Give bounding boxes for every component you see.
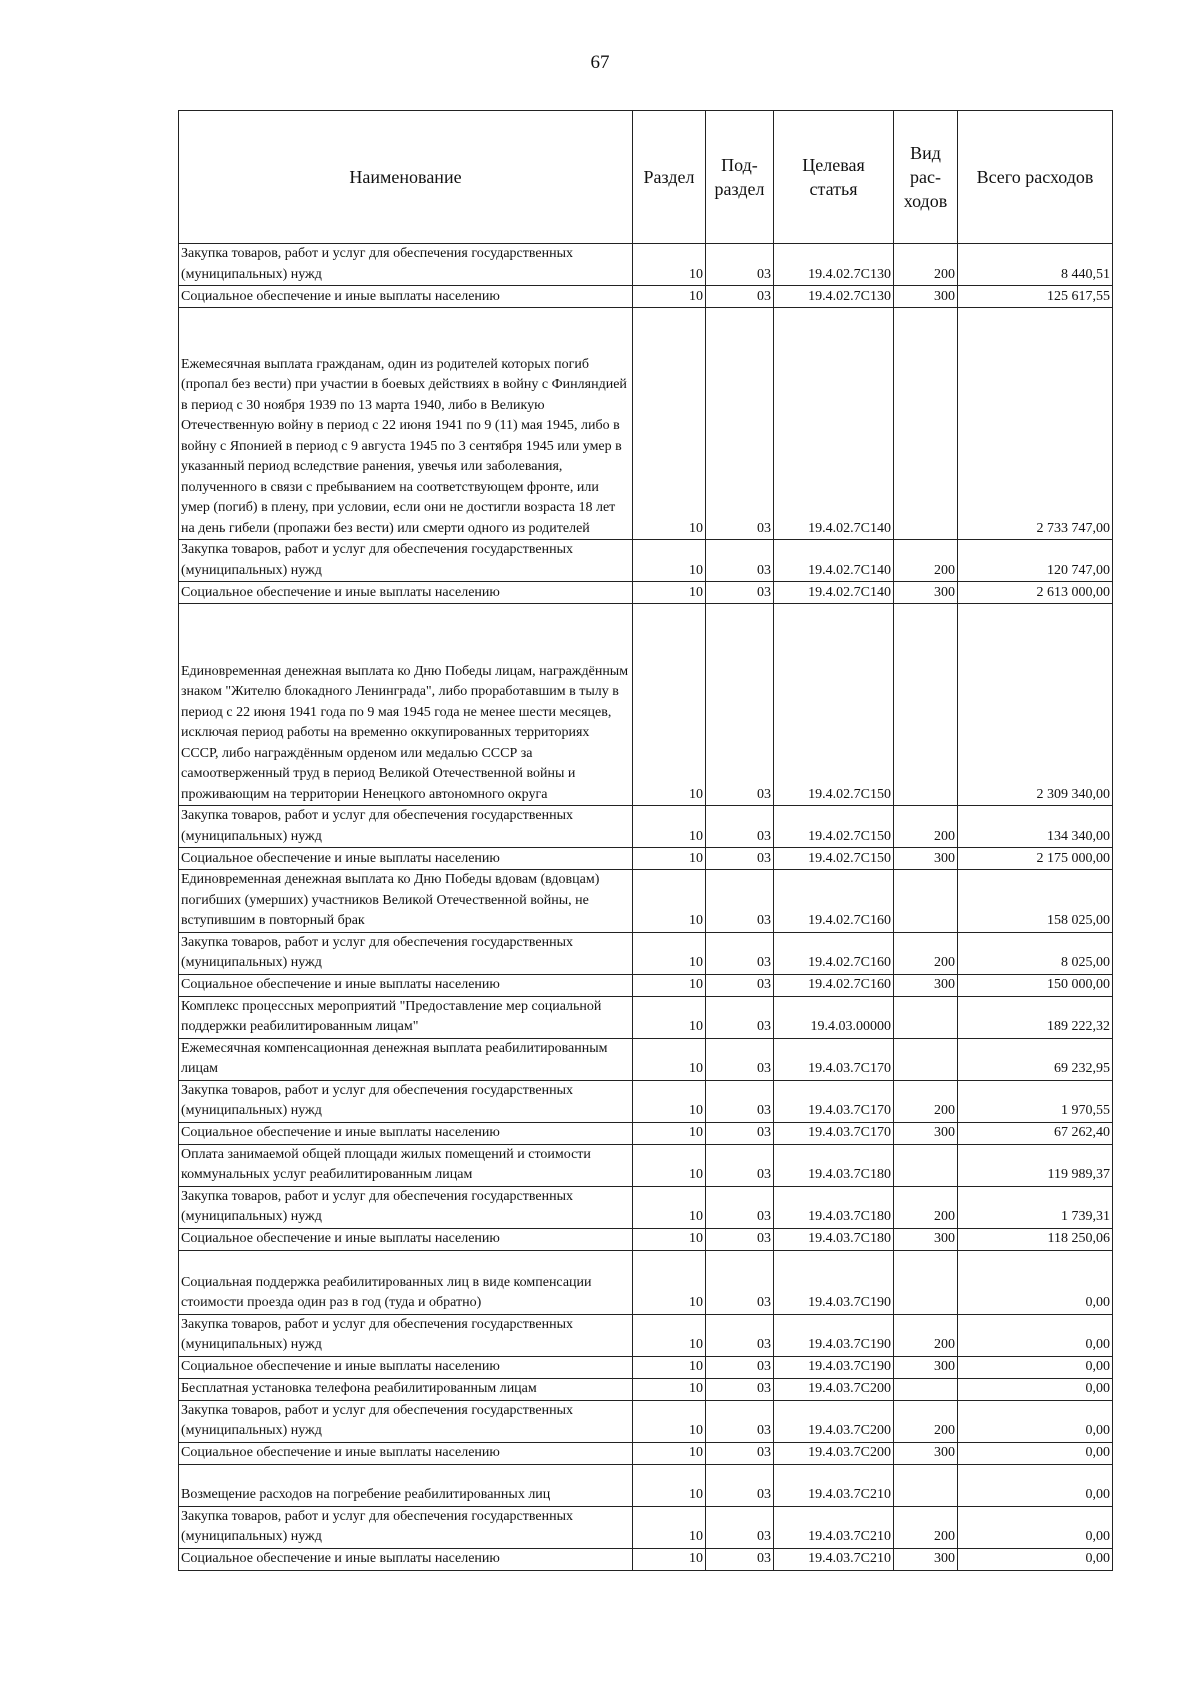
row-celevaya-statya: 19.4.02.7C160 [774, 870, 894, 933]
row-podrazdel: 03 [706, 1250, 774, 1314]
row-celevaya-statya: 19.4.03.7C190 [774, 1250, 894, 1314]
header-celevaya-statya: Целевая статья [774, 111, 894, 244]
row-razdel: 10 [633, 1228, 706, 1250]
table-row [179, 1228, 1113, 1250]
row-razdel: 10 [633, 1144, 706, 1186]
row-total: 2 733 747,00 [958, 308, 1113, 540]
row-total: 119 989,37 [958, 1144, 1113, 1186]
table-row [179, 974, 1113, 996]
row-vid-rashodov: 200 [894, 1080, 958, 1122]
row-celevaya-statya: 19.4.02.7C140 [774, 540, 894, 582]
row-total: 69 232,95 [958, 1038, 1113, 1080]
row-vid-rashodov [894, 1378, 958, 1400]
row-razdel: 10 [633, 806, 706, 848]
row-razdel: 10 [633, 1038, 706, 1080]
row-name: Социальное обеспечение и иные выплаты населению [179, 848, 633, 870]
row-celevaya-statya: 19.4.03.7C210 [774, 1464, 894, 1506]
table-row [179, 932, 1113, 974]
row-name: Комплекс процессных мероприятий "Предоставление мер социальной поддержки реабилитированным лицам" [179, 996, 633, 1038]
row-vid-rashodov: 300 [894, 1356, 958, 1378]
row-razdel: 10 [633, 1250, 706, 1314]
row-name: Социальное обеспечение и иные выплаты населению [179, 1356, 633, 1378]
row-podrazdel: 03 [706, 974, 774, 996]
row-total: 0,00 [958, 1356, 1113, 1378]
table-header-row [179, 111, 1113, 244]
row-podrazdel: 03 [706, 1506, 774, 1548]
row-celevaya-statya: 19.4.02.7C130 [774, 286, 894, 308]
row-name: Закупка товаров, работ и услуг для обеспечения государственных (муниципальных) нужд [179, 806, 633, 848]
header-total: Всего расходов [958, 111, 1113, 244]
row-vid-rashodov [894, 1464, 958, 1506]
row-podrazdel: 03 [706, 932, 774, 974]
row-podrazdel: 03 [706, 1356, 774, 1378]
row-name: Единовременная денежная выплата ко Дню Победы вдовам (вдовцам) погибших (умерших) участников Великой Отечественной войны, не вступившим в повторный брак [179, 870, 633, 933]
row-total: 0,00 [958, 1442, 1113, 1464]
row-podrazdel: 03 [706, 1442, 774, 1464]
row-total: 0,00 [958, 1506, 1113, 1548]
row-total: 134 340,00 [958, 806, 1113, 848]
table-row [179, 1378, 1113, 1400]
row-vid-rashodov [894, 604, 958, 806]
row-name: Закупка товаров, работ и услуг для обеспечения государственных (муниципальных) нужд [179, 1080, 633, 1122]
table-row [179, 540, 1113, 582]
row-vid-rashodov [894, 308, 958, 540]
table-row [179, 1250, 1113, 1314]
table-row [179, 286, 1113, 308]
row-razdel: 10 [633, 244, 706, 286]
row-celevaya-statya: 19.4.02.7C140 [774, 582, 894, 604]
row-total: 158 025,00 [958, 870, 1113, 933]
row-name: Возмещение расходов на погребение реабилитированных лиц [179, 1464, 633, 1506]
table-row [179, 1122, 1113, 1144]
table-row [179, 996, 1113, 1038]
row-name: Социальная поддержка реабилитированных лиц в виде компенсации стоимости проезда один раз в год (туда и обратно) [179, 1250, 633, 1314]
table-row [179, 1080, 1113, 1122]
row-name: Социальное обеспечение и иные выплаты населению [179, 286, 633, 308]
row-celevaya-statya: 19.4.03.7C210 [774, 1506, 894, 1548]
row-vid-rashodov: 300 [894, 1442, 958, 1464]
row-name: Закупка товаров, работ и услуг для обеспечения государственных (муниципальных) нужд [179, 540, 633, 582]
row-celevaya-statya: 19.4.03.7C170 [774, 1122, 894, 1144]
row-total: 118 250,06 [958, 1228, 1113, 1250]
row-podrazdel: 03 [706, 540, 774, 582]
row-total: 2 613 000,00 [958, 582, 1113, 604]
row-celevaya-statya: 19.4.02.7C150 [774, 806, 894, 848]
row-razdel: 10 [633, 1400, 706, 1442]
row-podrazdel: 03 [706, 1464, 774, 1506]
row-name: Закупка товаров, работ и услуг для обеспечения государственных (муниципальных) нужд [179, 244, 633, 286]
row-vid-rashodov: 300 [894, 974, 958, 996]
row-podrazdel: 03 [706, 848, 774, 870]
row-vid-rashodov: 200 [894, 1400, 958, 1442]
row-vid-rashodov: 300 [894, 1548, 958, 1570]
row-name: Оплата занимаемой общей площади жилых помещений и стоимости коммунальных услуг реабилитированным лицам [179, 1144, 633, 1186]
row-celevaya-statya: 19.4.02.7C160 [774, 932, 894, 974]
table-row [179, 244, 1113, 286]
table-row [179, 604, 1113, 806]
page-number: 67 [590, 52, 610, 73]
table-row [179, 1548, 1113, 1570]
row-razdel: 10 [633, 848, 706, 870]
row-razdel: 10 [633, 1186, 706, 1228]
row-total: 0,00 [958, 1250, 1113, 1314]
row-vid-rashodov [894, 1144, 958, 1186]
row-podrazdel: 03 [706, 870, 774, 933]
table-row [179, 806, 1113, 848]
table-row [179, 1038, 1113, 1080]
row-podrazdel: 03 [706, 244, 774, 286]
row-name: Закупка товаров, работ и услуг для обеспечения государственных (муниципальных) нужд [179, 932, 633, 974]
row-razdel: 10 [633, 308, 706, 540]
budget-table [178, 110, 1113, 1571]
row-name: Социальное обеспечение и иные выплаты населению [179, 1442, 633, 1464]
table-row [179, 1314, 1113, 1356]
header-vid-rashodov: Вид рас- ходов [894, 111, 958, 244]
row-vid-rashodov: 300 [894, 848, 958, 870]
row-vid-rashodov: 200 [894, 932, 958, 974]
row-name: Социальное обеспечение и иные выплаты населению [179, 1548, 633, 1570]
row-total: 8 025,00 [958, 932, 1113, 974]
row-celevaya-statya: 19.4.03.7C180 [774, 1144, 894, 1186]
row-razdel: 10 [633, 932, 706, 974]
row-razdel: 10 [633, 1506, 706, 1548]
row-razdel: 10 [633, 974, 706, 996]
row-vid-rashodov: 200 [894, 244, 958, 286]
row-razdel: 10 [633, 286, 706, 308]
row-celevaya-statya: 19.4.02.7C140 [774, 308, 894, 540]
table-row [179, 1442, 1113, 1464]
row-name: Закупка товаров, работ и услуг для обеспечения государственных (муниципальных) нужд [179, 1506, 633, 1548]
row-name: Ежемесячная выплата гражданам, один из родителей которых погиб (пропал без вести) при участии в боевых действиях в войну с Финляндией в период с 30 ноября 1939 по 13 марта 1940, либо в Великую Отечественную войну в период с 22 июня 1941 по 9 (11) мая 1945, либо в войну с Японией в период с 9 августа 1945 по 3 сентября 1945 или умер в указанный период вследствие ранения, увечья или заболевания, полученного в связи с пребыванием на соответствующем фронте, или умер (погиб) в плену, при условии, если они не достигли возраста 18 лет на день гибели (пропажи без вести) или смерти одного из родителей [179, 308, 633, 540]
row-podrazdel: 03 [706, 286, 774, 308]
row-vid-rashodov: 200 [894, 1506, 958, 1548]
row-podrazdel: 03 [706, 1314, 774, 1356]
row-vid-rashodov [894, 996, 958, 1038]
row-name: Закупка товаров, работ и услуг для обеспечения государственных (муниципальных) нужд [179, 1186, 633, 1228]
row-name: Ежемесячная компенсационная денежная выплата реабилитированным лицам [179, 1038, 633, 1080]
row-podrazdel: 03 [706, 806, 774, 848]
row-name: Закупка товаров, работ и услуг для обеспечения государственных (муниципальных) нужд [179, 1400, 633, 1442]
row-vid-rashodov [894, 1038, 958, 1080]
row-total: 125 617,55 [958, 286, 1113, 308]
row-razdel: 10 [633, 1122, 706, 1144]
row-razdel: 10 [633, 1442, 706, 1464]
row-total: 120 747,00 [958, 540, 1113, 582]
table-row [179, 1356, 1113, 1378]
row-razdel: 10 [633, 582, 706, 604]
row-vid-rashodov: 300 [894, 582, 958, 604]
row-name: Бесплатная установка телефона реабилитированным лицам [179, 1378, 633, 1400]
row-total: 1 970,55 [958, 1080, 1113, 1122]
row-celevaya-statya: 19.4.03.7C180 [774, 1186, 894, 1228]
row-celevaya-statya: 19.4.02.7C160 [774, 974, 894, 996]
row-celevaya-statya: 19.4.03.7C180 [774, 1228, 894, 1250]
row-razdel: 10 [633, 604, 706, 806]
header-podrazdel: Под- раздел [706, 111, 774, 244]
row-razdel: 10 [633, 540, 706, 582]
table-row [179, 1400, 1113, 1442]
row-podrazdel: 03 [706, 1144, 774, 1186]
row-total: 67 262,40 [958, 1122, 1113, 1144]
row-razdel: 10 [633, 1314, 706, 1356]
row-vid-rashodov: 200 [894, 1186, 958, 1228]
row-podrazdel: 03 [706, 1122, 774, 1144]
row-razdel: 10 [633, 870, 706, 933]
row-name: Социальное обеспечение и иные выплаты населению [179, 1122, 633, 1144]
row-celevaya-statya: 19.4.03.7C170 [774, 1080, 894, 1122]
row-celevaya-statya: 19.4.03.7C200 [774, 1442, 894, 1464]
row-razdel: 10 [633, 1080, 706, 1122]
row-razdel: 10 [633, 1464, 706, 1506]
table-body [179, 244, 1113, 1571]
table-row [179, 1144, 1113, 1186]
row-celevaya-statya: 19.4.02.7C150 [774, 848, 894, 870]
row-razdel: 10 [633, 996, 706, 1038]
row-razdel: 10 [633, 1548, 706, 1570]
row-vid-rashodov [894, 870, 958, 933]
row-name: Социальное обеспечение и иные выплаты населению [179, 974, 633, 996]
table-row [179, 582, 1113, 604]
row-total: 0,00 [958, 1378, 1113, 1400]
row-name: Социальное обеспечение и иные выплаты населению [179, 582, 633, 604]
row-celevaya-statya: 19.4.03.7C210 [774, 1548, 894, 1570]
table-row [179, 870, 1113, 933]
row-celevaya-statya: 19.4.03.7C170 [774, 1038, 894, 1080]
row-total: 0,00 [958, 1400, 1113, 1442]
row-name: Единовременная денежная выплата ко Дню Победы лицам, награждённым знаком "Жителю блокадного Ленинграда", либо проработавшим в тылу в период с 22 июня 1941 года по 9 мая 1945 года не менее шести месяцев, исключая период работы на временно оккупированных территориях СССР, либо награждённым орденом или медалью СССР за самоотверженный труд в период Великой Отечественной войны и проживающим на территории Ненецкого автономного округа [179, 604, 633, 806]
row-celevaya-statya: 19.4.03.00000 [774, 996, 894, 1038]
row-podrazdel: 03 [706, 1228, 774, 1250]
table-row [179, 848, 1113, 870]
row-vid-rashodov: 200 [894, 806, 958, 848]
row-celevaya-statya: 19.4.02.7C150 [774, 604, 894, 806]
row-total: 0,00 [958, 1548, 1113, 1570]
row-total: 2 175 000,00 [958, 848, 1113, 870]
row-total: 8 440,51 [958, 244, 1113, 286]
row-total: 0,00 [958, 1314, 1113, 1356]
row-podrazdel: 03 [706, 1038, 774, 1080]
row-name: Социальное обеспечение и иные выплаты населению [179, 1228, 633, 1250]
row-vid-rashodov: 300 [894, 286, 958, 308]
row-podrazdel: 03 [706, 1548, 774, 1570]
row-celevaya-statya: 19.4.03.7C190 [774, 1314, 894, 1356]
row-podrazdel: 03 [706, 1080, 774, 1122]
row-celevaya-statya: 19.4.02.7C130 [774, 244, 894, 286]
row-celevaya-statya: 19.4.03.7C190 [774, 1356, 894, 1378]
row-celevaya-statya: 19.4.03.7C200 [774, 1378, 894, 1400]
row-celevaya-statya: 19.4.03.7C200 [774, 1400, 894, 1442]
row-podrazdel: 03 [706, 1378, 774, 1400]
row-razdel: 10 [633, 1356, 706, 1378]
header-razdel: Раздел [633, 111, 706, 244]
row-name: Закупка товаров, работ и услуг для обеспечения государственных (муниципальных) нужд [179, 1314, 633, 1356]
row-total: 2 309 340,00 [958, 604, 1113, 806]
row-total: 1 739,31 [958, 1186, 1113, 1228]
row-total: 189 222,32 [958, 996, 1113, 1038]
row-vid-rashodov: 200 [894, 1314, 958, 1356]
row-podrazdel: 03 [706, 308, 774, 540]
table-row [179, 1464, 1113, 1506]
row-podrazdel: 03 [706, 582, 774, 604]
row-vid-rashodov: 300 [894, 1122, 958, 1144]
header-name: Наименование [179, 111, 633, 244]
table-row [179, 308, 1113, 540]
row-podrazdel: 03 [706, 996, 774, 1038]
table-row [179, 1506, 1113, 1548]
row-razdel: 10 [633, 1378, 706, 1400]
row-total: 0,00 [958, 1464, 1113, 1506]
row-vid-rashodov: 200 [894, 540, 958, 582]
row-podrazdel: 03 [706, 604, 774, 806]
row-podrazdel: 03 [706, 1186, 774, 1228]
row-vid-rashodov [894, 1250, 958, 1314]
row-vid-rashodov: 300 [894, 1228, 958, 1250]
row-podrazdel: 03 [706, 1400, 774, 1442]
row-total: 150 000,00 [958, 974, 1113, 996]
table-row [179, 1186, 1113, 1228]
